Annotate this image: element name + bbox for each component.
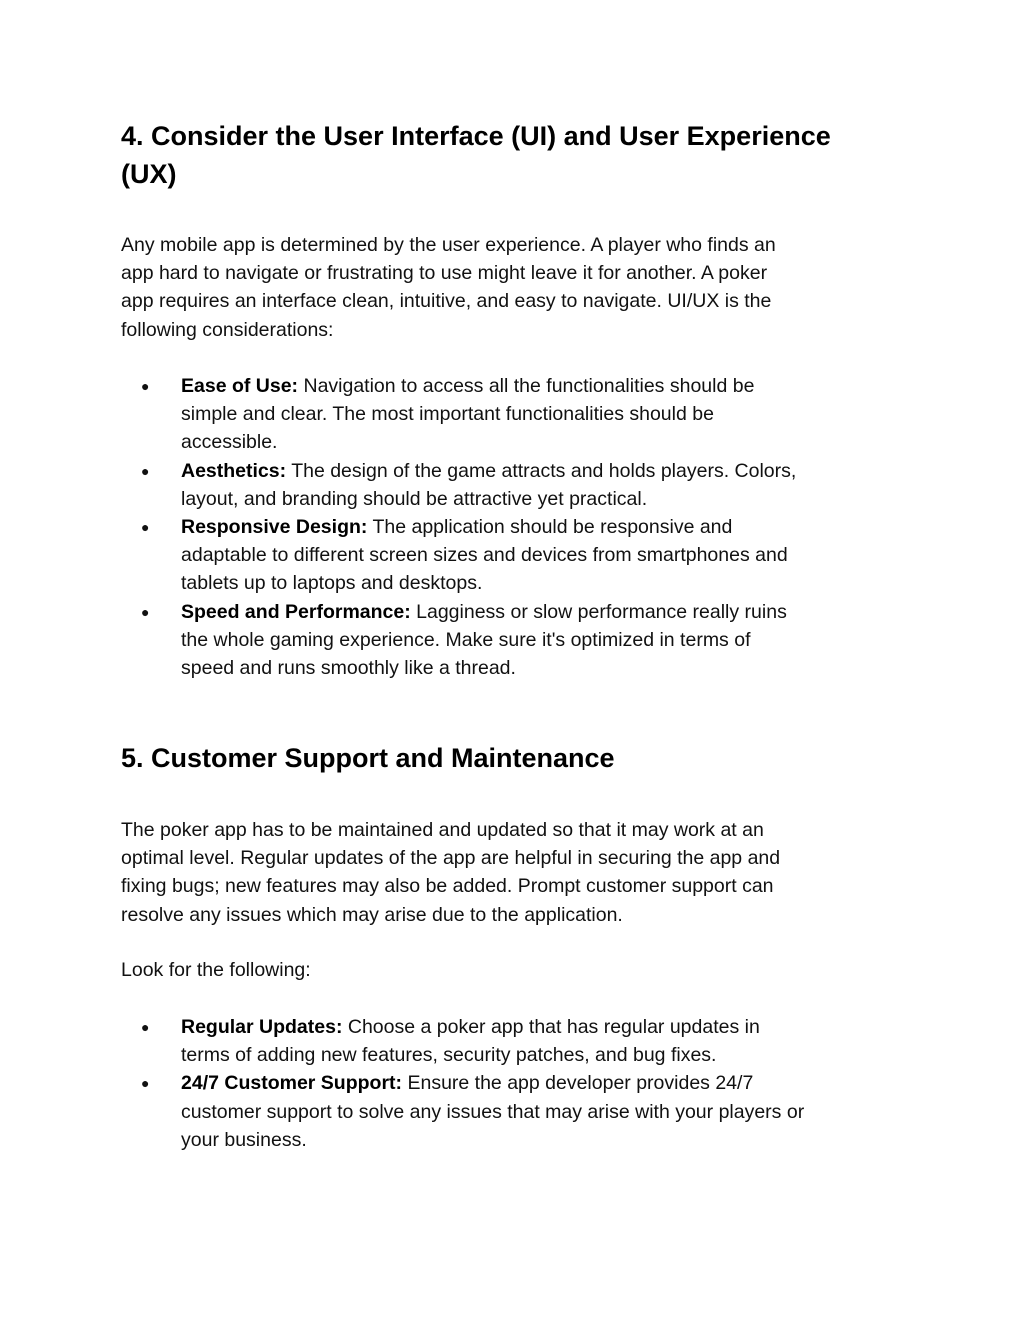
- bullet-line: [181, 569, 796, 597]
- section-5-heading: 5. Customer Support and Maintenance: [121, 743, 615, 773]
- bullet-line: [181, 1126, 804, 1154]
- paragraph-line: following considerations:: [121, 318, 334, 341]
- section-4-bullet-list: [121, 372, 796, 682]
- bullet-item: [121, 457, 796, 513]
- bullet-icon: ●: [141, 378, 150, 394]
- bullet-text: The application should be responsive and: [367, 516, 733, 539]
- bullet-line: [181, 372, 796, 400]
- paragraph-line: Any mobile app is determined by the user experience. A player who finds an: [121, 234, 776, 256]
- bullet-text: accessible.: [181, 431, 278, 454]
- bullet-line: [181, 598, 796, 626]
- bullet-line: [181, 513, 796, 541]
- bullet-text: customer support to solve any issues that may arise with your players or: [181, 1100, 805, 1123]
- bullet-icon: ●: [141, 603, 150, 620]
- bullet-line: [181, 1069, 804, 1097]
- bullet-line: [181, 428, 796, 456]
- bullet-label: Responsive Design:: [181, 516, 368, 539]
- section-5-paragraph: [121, 816, 780, 929]
- paragraph-line: The poker app has to be maintained and updated so that it may work at an: [121, 819, 764, 841]
- bullet-text: your business.: [181, 1128, 307, 1151]
- bullet-label: Speed and Performance:: [181, 600, 411, 623]
- heading-line: (UX): [121, 159, 177, 189]
- section-5-lead: Look for the following:: [121, 959, 311, 981]
- bullet-label: Aesthetics:: [181, 459, 287, 482]
- bullet-text: terms of adding new features, security patches, and bug fixes.: [181, 1044, 717, 1067]
- section-4-paragraph: [121, 231, 776, 344]
- paragraph-line: fixing bugs; new features may also be added. Prompt customer support can: [121, 875, 774, 898]
- paragraph-line: resolve any issues which may arise due to the application.: [121, 903, 623, 926]
- paragraph-line: optimal level. Regular updates of the app are helpful in securing the app and: [121, 847, 781, 870]
- bullet-label: 24/7 Customer Support:: [181, 1072, 403, 1095]
- bullet-icon: ●: [141, 1019, 150, 1035]
- bullet-line: [181, 626, 796, 654]
- bullet-line: [181, 1098, 804, 1126]
- section-5-bullet-list: [121, 1013, 804, 1154]
- bullet-line: [181, 400, 796, 428]
- bullet-icon: ●: [141, 1075, 150, 1092]
- bullet-item: [121, 513, 796, 598]
- paragraph-line: app requires an interface clean, intuitive, and easy to navigate. UI/UX is the: [121, 290, 772, 313]
- bullet-line: [181, 457, 796, 485]
- bullet-text: Navigation to access all the functionalities should be: [298, 375, 755, 397]
- bullet-label: Regular Updates:: [181, 1016, 343, 1038]
- bullet-text: adaptable to different screen sizes and devices from smartphones and: [181, 544, 788, 567]
- bullet-text: simple and clear. The most important functionalities should be: [181, 403, 714, 426]
- bullet-item: [121, 1069, 804, 1154]
- bullet-item: [121, 372, 796, 457]
- bullet-icon: ●: [141, 519, 150, 536]
- bullet-label: Ease of Use:: [181, 375, 299, 397]
- bullet-line: [181, 654, 796, 682]
- bullet-line: [181, 541, 796, 569]
- bullet-line: [181, 1041, 804, 1069]
- bullet-text: speed and runs smoothly like a thread.: [181, 657, 516, 680]
- bullet-line: [181, 485, 796, 513]
- paragraph-line: app hard to navigate or frustrating to use might leave it for another. A poker: [121, 262, 768, 285]
- bullet-text: Choose a poker app that has regular updates in: [342, 1016, 760, 1038]
- bullet-text: The design of the game attracts and holds players. Colors,: [286, 459, 797, 482]
- bullet-text: Lagginess or slow performance really ruins: [410, 600, 787, 623]
- bullet-text: the whole gaming experience. Make sure it's optimized in terms of: [181, 628, 751, 651]
- section-4-heading: [121, 117, 831, 193]
- bullet-item: [121, 1013, 804, 1069]
- bullet-item: [121, 598, 796, 683]
- bullet-text: Ensure the app developer provides 24/7: [402, 1072, 754, 1095]
- bullet-text: tablets up to laptops and desktops.: [181, 572, 483, 595]
- heading-line: 4. Consider the User Interface (UI) and User Experience: [121, 121, 831, 151]
- bullet-text: layout, and branding should be attractive yet practical.: [181, 487, 648, 510]
- bullet-icon: ●: [141, 462, 150, 479]
- bullet-line: [181, 1013, 804, 1041]
